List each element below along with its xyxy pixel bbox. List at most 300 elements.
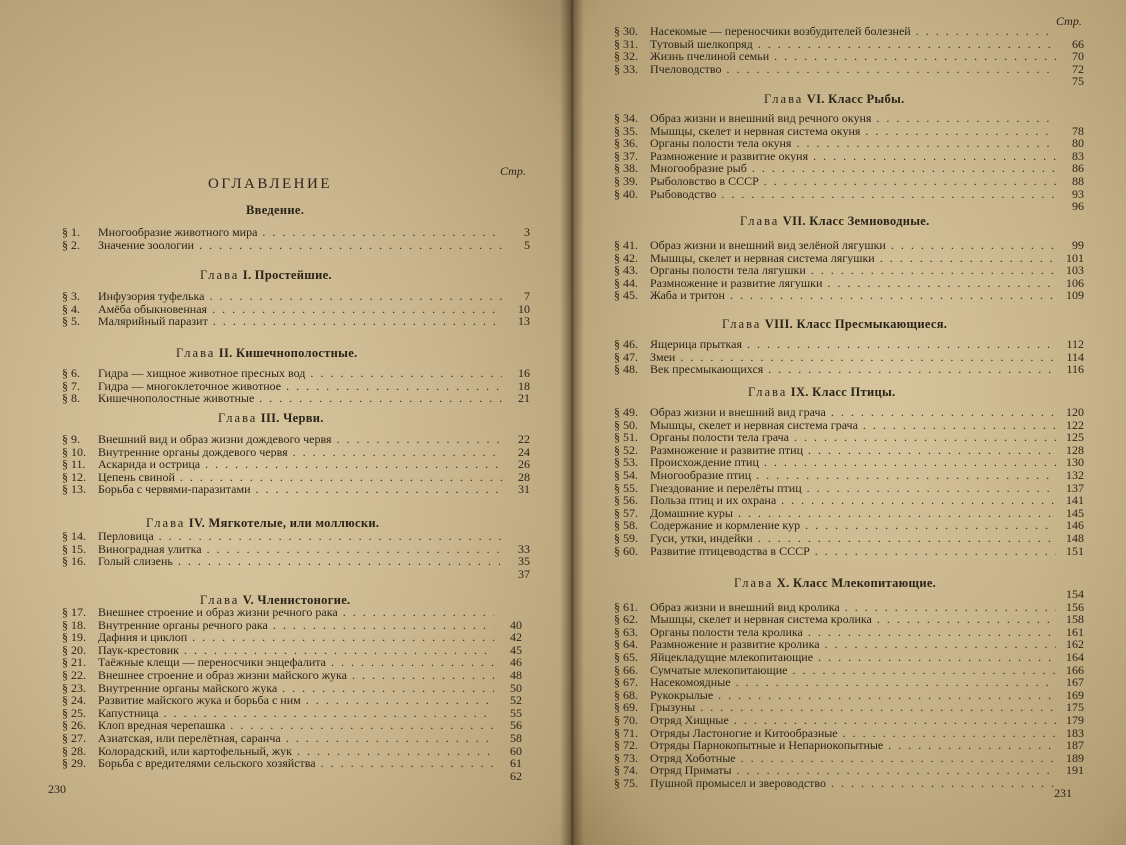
section-number: § 17. bbox=[62, 605, 86, 619]
page-ref: 183 bbox=[1066, 725, 1084, 740]
page-ref: 106 bbox=[1066, 275, 1084, 290]
section-title: Мышцы, скелет и нервная система окуня . . . bbox=[650, 125, 1056, 138]
page-ref: 137 bbox=[1066, 480, 1084, 495]
toc-entry bbox=[62, 745, 522, 758]
page-ref: 156 bbox=[1066, 599, 1084, 614]
section-number: § 43. bbox=[614, 263, 638, 278]
section-title: Образ жизни и внешний вид зелёной лягушки . . . bbox=[650, 239, 1056, 252]
section-title: Азиатская, или перелётная, саранча . . . bbox=[98, 732, 494, 745]
toc-entry bbox=[62, 226, 530, 239]
intro-list bbox=[62, 226, 530, 251]
section-title: Размножение и развитие кролика . . . bbox=[650, 638, 1056, 651]
section-number: § 2. bbox=[62, 237, 80, 252]
section-number: § 25. bbox=[62, 705, 86, 720]
section-number: § 62. bbox=[614, 612, 638, 627]
toc-entry bbox=[614, 175, 1084, 188]
page-ref: 189 bbox=[1066, 750, 1084, 765]
chapter-list bbox=[614, 406, 1084, 557]
section-number: § 55. bbox=[614, 480, 638, 495]
toc-entry bbox=[62, 367, 530, 380]
page-ref: 61 bbox=[510, 756, 522, 771]
section-title: Перловица . . . bbox=[98, 530, 502, 543]
page-ref: 191 bbox=[1066, 763, 1084, 778]
section-number: § 51. bbox=[614, 430, 638, 445]
section-title: Тутовый шелкопряд . . . bbox=[650, 38, 1056, 51]
chapter-heading: Глава VII. Класс Земноводные. bbox=[740, 214, 930, 228]
toc-entry bbox=[614, 50, 1084, 63]
toc-entry bbox=[614, 252, 1084, 265]
section-number: § 35. bbox=[614, 123, 638, 138]
toc-entry bbox=[62, 530, 530, 543]
section-title: Содержание и кормление кур . . . bbox=[650, 519, 1056, 532]
section-title: Дафния и циклоп . . . bbox=[98, 631, 494, 644]
page-ref: 31 bbox=[518, 482, 530, 497]
section-title: Рыболовство в СССР . . . bbox=[650, 175, 1056, 188]
toc-entry bbox=[614, 264, 1084, 277]
toc-entry bbox=[62, 656, 522, 669]
chapter-list bbox=[614, 239, 1084, 302]
section-number: § 69. bbox=[614, 700, 638, 715]
page-ref: 75 bbox=[1072, 74, 1084, 89]
page-ref: 83 bbox=[1072, 148, 1084, 163]
toc-entry bbox=[614, 63, 1084, 76]
section-title: Ящерица прыткая . . . bbox=[650, 338, 1056, 351]
section-number: § 15. bbox=[62, 541, 86, 556]
page-ref: 46 bbox=[510, 655, 522, 670]
page-ref: 151 bbox=[1066, 543, 1084, 558]
section-number: § 58. bbox=[614, 518, 638, 533]
toc-entry bbox=[614, 752, 1084, 765]
toc-entry bbox=[614, 419, 1084, 432]
toc-entry bbox=[614, 714, 1084, 727]
page-number: 230 bbox=[48, 782, 66, 796]
page-ref: 99 bbox=[1072, 238, 1084, 252]
section-title: Многообразие животного мира . . . bbox=[98, 226, 502, 239]
page-column-label: Стр. bbox=[500, 164, 526, 178]
toc-entry bbox=[62, 682, 522, 695]
page-ref bbox=[1056, 112, 1084, 125]
toc-entry bbox=[614, 482, 1084, 495]
toc-entry bbox=[62, 770, 522, 783]
toc-entry bbox=[614, 456, 1084, 469]
toc-entry bbox=[62, 644, 522, 657]
toc-entry bbox=[614, 289, 1084, 302]
section-number: § 23. bbox=[62, 680, 86, 695]
toc-entry bbox=[614, 338, 1084, 351]
section-title: Внутренние органы речного рака . . . bbox=[98, 619, 494, 632]
section-title: Колорадский, или картофельный, жук . . . bbox=[98, 745, 494, 758]
page-ref: 132 bbox=[1066, 467, 1084, 482]
section-number: § 40. bbox=[614, 186, 638, 201]
section-number: § 74. bbox=[614, 763, 638, 778]
section-title: Аскарида и острица . . . bbox=[98, 458, 502, 471]
toc-entry bbox=[614, 162, 1084, 175]
toc-entry bbox=[614, 676, 1084, 689]
page-ref: 169 bbox=[1066, 687, 1084, 702]
toc-entry bbox=[614, 545, 1084, 558]
toc-entry bbox=[614, 431, 1084, 444]
section-title: Внешнее строение и образ жизни речного рака . . . bbox=[98, 606, 494, 619]
toc-entry bbox=[62, 543, 530, 556]
page-ref: 60 bbox=[510, 743, 522, 758]
chapter-list bbox=[614, 338, 1084, 376]
section-title: Мышцы, скелет и нервная система кролика . . . bbox=[650, 613, 1056, 626]
section-number: § 18. bbox=[62, 617, 86, 632]
page-ref: 122 bbox=[1066, 417, 1084, 432]
section-title: Внешний вид и образ жизни дождевого червя . . . bbox=[98, 433, 502, 446]
toc-entry bbox=[614, 601, 1084, 614]
toc-entry bbox=[614, 507, 1084, 520]
toc-entry bbox=[62, 669, 522, 682]
toc-entry bbox=[614, 137, 1084, 150]
section-title: Развитие птицеводства в СССР . . . bbox=[650, 545, 1056, 558]
page-ref: 96 bbox=[1072, 199, 1084, 214]
section-number: § 32. bbox=[614, 49, 638, 64]
toc-entry bbox=[614, 727, 1084, 740]
section-title: Многообразие рыб . . . bbox=[650, 162, 1056, 175]
toc-entry bbox=[614, 613, 1084, 626]
section-title: Борьба с червями-паразитами . . . bbox=[98, 483, 502, 496]
page-ref: 179 bbox=[1066, 712, 1084, 727]
section-title: Сумчатые млекопитающие . . . bbox=[650, 664, 1056, 677]
section-title: Значение зоологии . . . bbox=[98, 239, 502, 252]
section-title: Образ жизни и внешний вид кролика . . . bbox=[650, 601, 1056, 614]
section-number: § 44. bbox=[614, 275, 638, 290]
chapter-heading: Глава II. Кишечнополостные. bbox=[176, 346, 358, 360]
toc-entry bbox=[62, 290, 530, 303]
chapter-list bbox=[614, 25, 1084, 88]
page-ref: 35 bbox=[518, 554, 530, 569]
section-title: Отряд Хищные . . . bbox=[650, 714, 1056, 727]
section-title: Образ жизни и внешний вид грача . . . bbox=[650, 406, 1056, 419]
section-number: § 5. bbox=[62, 314, 80, 329]
page-ref: 166 bbox=[1066, 662, 1084, 677]
section-title: Пушной промысел и звероводство . . . bbox=[650, 777, 1056, 790]
page-ref: 45 bbox=[510, 642, 522, 657]
toc-entry bbox=[614, 494, 1084, 507]
page-ref: 86 bbox=[1072, 161, 1084, 176]
section-number: § 59. bbox=[614, 530, 638, 545]
section-number: § 29. bbox=[62, 756, 86, 771]
section-number: § 70. bbox=[614, 712, 638, 727]
toc-entry bbox=[614, 764, 1084, 777]
section-number: § 36. bbox=[614, 136, 638, 151]
toc-entry bbox=[614, 588, 1084, 601]
chapter-list bbox=[62, 530, 530, 580]
section-title: Гуси, утки, индейки . . . bbox=[650, 532, 1056, 545]
toc-entry bbox=[62, 471, 530, 484]
page-ref: 154 bbox=[1066, 587, 1084, 601]
section-number: § 16. bbox=[62, 554, 86, 569]
page-ref: 50 bbox=[510, 680, 522, 695]
section-title: Внешнее строение и образ жизни майского жука . . . bbox=[98, 669, 494, 682]
toc-entry bbox=[614, 701, 1084, 714]
section-title: Мышцы, скелет и нервная система грача . . . bbox=[650, 419, 1056, 432]
section-number: § 57. bbox=[614, 505, 638, 520]
toc-entry bbox=[62, 446, 530, 459]
page-ref: 93 bbox=[1072, 186, 1084, 201]
page-ref bbox=[502, 530, 530, 543]
section-number: § 7. bbox=[62, 378, 80, 393]
page-ref: 109 bbox=[1066, 288, 1084, 303]
toc-entry bbox=[614, 444, 1084, 457]
section-number bbox=[614, 588, 650, 601]
toc-entry bbox=[614, 38, 1084, 51]
page-ref: 13 bbox=[518, 314, 530, 329]
section-title: Инфузория туфелька . . . bbox=[98, 290, 502, 303]
chapter-list bbox=[614, 588, 1084, 790]
chapter-heading: Глава III. Черви. bbox=[218, 411, 324, 425]
page-ref: 26 bbox=[518, 457, 530, 472]
toc-entry bbox=[62, 483, 530, 496]
section-title: Змеи . . . bbox=[650, 351, 1056, 364]
section-title: Размножение и развитие лягушки . . . bbox=[650, 277, 1056, 290]
section-number: § 47. bbox=[614, 349, 638, 364]
page-ref: 56 bbox=[510, 718, 522, 733]
toc-entry bbox=[62, 707, 522, 720]
page-ref: 116 bbox=[1066, 362, 1084, 377]
section-number: § 20. bbox=[62, 642, 86, 657]
toc-entry bbox=[614, 125, 1084, 138]
chapter-heading: Глава V. Членистоногие. bbox=[200, 593, 351, 607]
page-ref: 22 bbox=[518, 432, 530, 446]
section-number: § 38. bbox=[614, 161, 638, 176]
section-number: § 24. bbox=[62, 693, 86, 708]
section-number: § 54. bbox=[614, 467, 638, 482]
toc-entry bbox=[62, 303, 530, 316]
section-title: Мышцы, скелет и нервная система лягушки . . . bbox=[650, 252, 1056, 265]
page-ref: 55 bbox=[510, 705, 522, 720]
toc-entry bbox=[614, 277, 1084, 290]
section-title: Рыбоводство . . . bbox=[650, 188, 1056, 201]
section-number: § 28. bbox=[62, 743, 86, 758]
section-title: Клоп вредная черепашка . . . bbox=[98, 719, 494, 732]
section-title: Цепень свиной . . . bbox=[98, 471, 502, 484]
section-title: Органы полости тела лягушки . . . bbox=[650, 264, 1056, 277]
toc-entry bbox=[614, 363, 1084, 376]
page-ref: 66 bbox=[1072, 36, 1084, 51]
section-number: § 63. bbox=[614, 624, 638, 639]
section-number: § 56. bbox=[614, 493, 638, 508]
page-ref: 28 bbox=[518, 469, 530, 484]
section-number bbox=[614, 200, 650, 213]
page-ref: 164 bbox=[1066, 649, 1084, 664]
chapter-heading: Глава IV. Мягкотелые, или моллюски. bbox=[146, 516, 380, 530]
toc-entry bbox=[614, 406, 1084, 419]
page-column-label: Стр. bbox=[1056, 14, 1082, 28]
toc-entry bbox=[62, 433, 530, 446]
section-title: Отряды Ластоногие и Китообразные . . . bbox=[650, 727, 1056, 740]
toc-entry bbox=[614, 150, 1084, 163]
section-title: Жаба и тритон . . . bbox=[650, 289, 1056, 302]
section-number: § 8. bbox=[62, 391, 80, 406]
chapter-list bbox=[62, 606, 522, 782]
page-ref: 16 bbox=[518, 366, 530, 380]
toc-heading: ОГЛАВЛЕНИЕ bbox=[208, 176, 332, 192]
section-number: § 11. bbox=[62, 457, 86, 472]
page-ref: 62 bbox=[510, 768, 522, 783]
toc-entry bbox=[614, 638, 1084, 651]
section-number: § 21. bbox=[62, 655, 86, 670]
chapter-heading: Глава VIII. Класс Пресмыкающиеся. bbox=[722, 317, 948, 331]
section-title: Многообразие птиц . . . bbox=[650, 469, 1056, 482]
section-title: Век пресмыкающихся . . . bbox=[650, 363, 1056, 376]
page-ref: 148 bbox=[1066, 530, 1084, 545]
section-number: § 48. bbox=[614, 362, 638, 377]
section-number: § 73. bbox=[614, 750, 638, 765]
page-ref: 33 bbox=[518, 541, 530, 556]
section-number: § 33. bbox=[614, 61, 638, 76]
toc-entry bbox=[614, 689, 1084, 702]
toc-entry bbox=[62, 757, 522, 770]
toc-entry bbox=[614, 112, 1084, 125]
page-ref: 58 bbox=[510, 730, 522, 745]
page-ref: 161 bbox=[1066, 624, 1084, 639]
section-number: § 65. bbox=[614, 649, 638, 664]
toc-entry bbox=[614, 626, 1084, 639]
intro-heading: Введение. bbox=[246, 203, 305, 217]
chapter-heading: Глава IX. Класс Птицы. bbox=[748, 385, 896, 399]
section-number: § 22. bbox=[62, 667, 86, 682]
section-number: § 66. bbox=[614, 662, 638, 677]
toc-entry bbox=[614, 239, 1084, 252]
section-number: § 75. bbox=[614, 775, 638, 790]
toc-entry bbox=[62, 315, 530, 328]
toc-entry bbox=[614, 664, 1084, 677]
section-number: § 42. bbox=[614, 250, 638, 265]
section-title: Внутренние органы дождевого червя . . . bbox=[98, 446, 502, 459]
chapter-heading: Глава VI. Класс Рыбы. bbox=[764, 92, 905, 106]
right-page bbox=[572, 0, 1126, 845]
toc-entry bbox=[62, 568, 530, 581]
page-ref: 3 bbox=[524, 225, 530, 239]
section-title: Грызуны . . . bbox=[650, 701, 1056, 714]
section-title: Насекомые — переносчики возбудителей болезней . . . bbox=[650, 25, 1056, 38]
toc-entry bbox=[62, 239, 530, 252]
page-ref: 18 bbox=[518, 378, 530, 393]
toc-entry bbox=[614, 532, 1084, 545]
page-ref: 40 bbox=[510, 617, 522, 632]
section-title: Отряд Приматы . . . bbox=[650, 764, 1056, 777]
section-number: § 67. bbox=[614, 675, 638, 690]
toc-entry bbox=[614, 188, 1084, 201]
toc-entry bbox=[614, 75, 1084, 88]
section-number: § 39. bbox=[614, 173, 638, 188]
section-title: Польза птиц и их охрана . . . bbox=[650, 494, 1056, 507]
section-number: § 68. bbox=[614, 687, 638, 702]
page-ref: 120 bbox=[1066, 405, 1084, 419]
toc-entry bbox=[62, 380, 530, 393]
page-ref: 146 bbox=[1066, 518, 1084, 533]
section-title: Отряды Парнокопытные и Непарнокопытные . . . bbox=[650, 739, 1056, 752]
section-number: § 34. bbox=[614, 111, 638, 125]
section-title: Развитие майского жука и борьба с ним . . . bbox=[98, 694, 494, 707]
section-title: Внутренние органы майского жука . . . bbox=[98, 682, 494, 695]
section-number bbox=[614, 75, 650, 88]
toc-entry bbox=[614, 739, 1084, 752]
section-title: Жизнь пчелиной семьи . . . bbox=[650, 50, 1056, 63]
page-ref: 175 bbox=[1066, 700, 1084, 715]
page-ref: 187 bbox=[1066, 738, 1084, 753]
page-ref: 21 bbox=[518, 391, 530, 406]
toc-entry bbox=[614, 651, 1084, 664]
section-title: Амёба обыкновенная . . . bbox=[98, 303, 502, 316]
page-ref: 72 bbox=[1072, 61, 1084, 76]
section-title: Домашние куры . . . bbox=[650, 507, 1056, 520]
page-number: 231 bbox=[1054, 786, 1072, 800]
section-title: Органы полости тела окуня . . . bbox=[650, 137, 1056, 150]
section-title: Борьба с вредителями сельского хозяйства . . . bbox=[98, 757, 494, 770]
page-ref: 42 bbox=[510, 630, 522, 645]
book-gutter bbox=[560, 0, 584, 845]
section-title: Происхождение птиц . . . bbox=[650, 456, 1056, 469]
page-ref: 125 bbox=[1066, 430, 1084, 445]
section-number: § 27. bbox=[62, 730, 86, 745]
chapter-list bbox=[62, 290, 530, 328]
page-ref: 70 bbox=[1072, 49, 1084, 64]
toc-entry bbox=[62, 719, 522, 732]
toc-entry bbox=[614, 519, 1084, 532]
page-ref: 101 bbox=[1066, 250, 1084, 265]
page-ref: 24 bbox=[518, 444, 530, 459]
page-ref bbox=[1056, 25, 1084, 38]
section-number: § 53. bbox=[614, 455, 638, 470]
page-ref: 145 bbox=[1066, 505, 1084, 520]
section-number: § 61. bbox=[614, 599, 638, 614]
section-number: § 50. bbox=[614, 417, 638, 432]
page-ref: 112 bbox=[1066, 337, 1084, 351]
chapter-list bbox=[614, 112, 1084, 213]
section-number: § 4. bbox=[62, 301, 80, 316]
section-number: § 49. bbox=[614, 405, 638, 419]
page-ref bbox=[494, 606, 522, 619]
page-ref: 80 bbox=[1072, 136, 1084, 151]
chapter-list bbox=[62, 367, 530, 405]
section-number bbox=[62, 568, 98, 581]
section-title: Отряд Хоботные . . . bbox=[650, 752, 1056, 765]
chapter-list bbox=[62, 433, 530, 496]
toc-entry bbox=[614, 25, 1084, 38]
section-title: Паук-крестовик . . . bbox=[98, 644, 494, 657]
section-number: § 19. bbox=[62, 630, 86, 645]
section-title: Пчеловодство . . . bbox=[650, 63, 1056, 76]
section-number: § 64. bbox=[614, 637, 638, 652]
section-number: § 10. bbox=[62, 444, 86, 459]
section-number: § 26. bbox=[62, 718, 86, 733]
section-title: Малярийный паразит . . . bbox=[98, 315, 502, 328]
section-number: § 72. bbox=[614, 738, 638, 753]
page-ref: 130 bbox=[1066, 455, 1084, 470]
section-title: Насекомоядные . . . bbox=[650, 676, 1056, 689]
toc-entry bbox=[614, 351, 1084, 364]
section-number bbox=[62, 770, 98, 783]
toc-entry bbox=[614, 777, 1084, 790]
page-ref: 37 bbox=[518, 566, 530, 581]
section-title: Образ жизни и внешний вид речного окуня . . . bbox=[650, 112, 1056, 125]
section-title: Яйцекладущие млекопитающие . . . bbox=[650, 651, 1056, 664]
section-title: Рукокрылые . . . bbox=[650, 689, 1056, 702]
page-ref: 158 bbox=[1066, 612, 1084, 627]
section-title: Органы полости тела кролика . . . bbox=[650, 626, 1056, 639]
page-ref: 114 bbox=[1066, 349, 1084, 364]
page-ref: 162 bbox=[1066, 637, 1084, 652]
toc-entry bbox=[62, 619, 522, 632]
section-title: Гидра — многоклеточное животное . . . bbox=[98, 380, 502, 393]
page-ref: 167 bbox=[1066, 675, 1084, 690]
section-title: Таёжные клещи — переносчики энцефалита . . . bbox=[98, 656, 494, 669]
section-number: § 12. bbox=[62, 469, 86, 484]
section-number: § 6. bbox=[62, 366, 80, 380]
